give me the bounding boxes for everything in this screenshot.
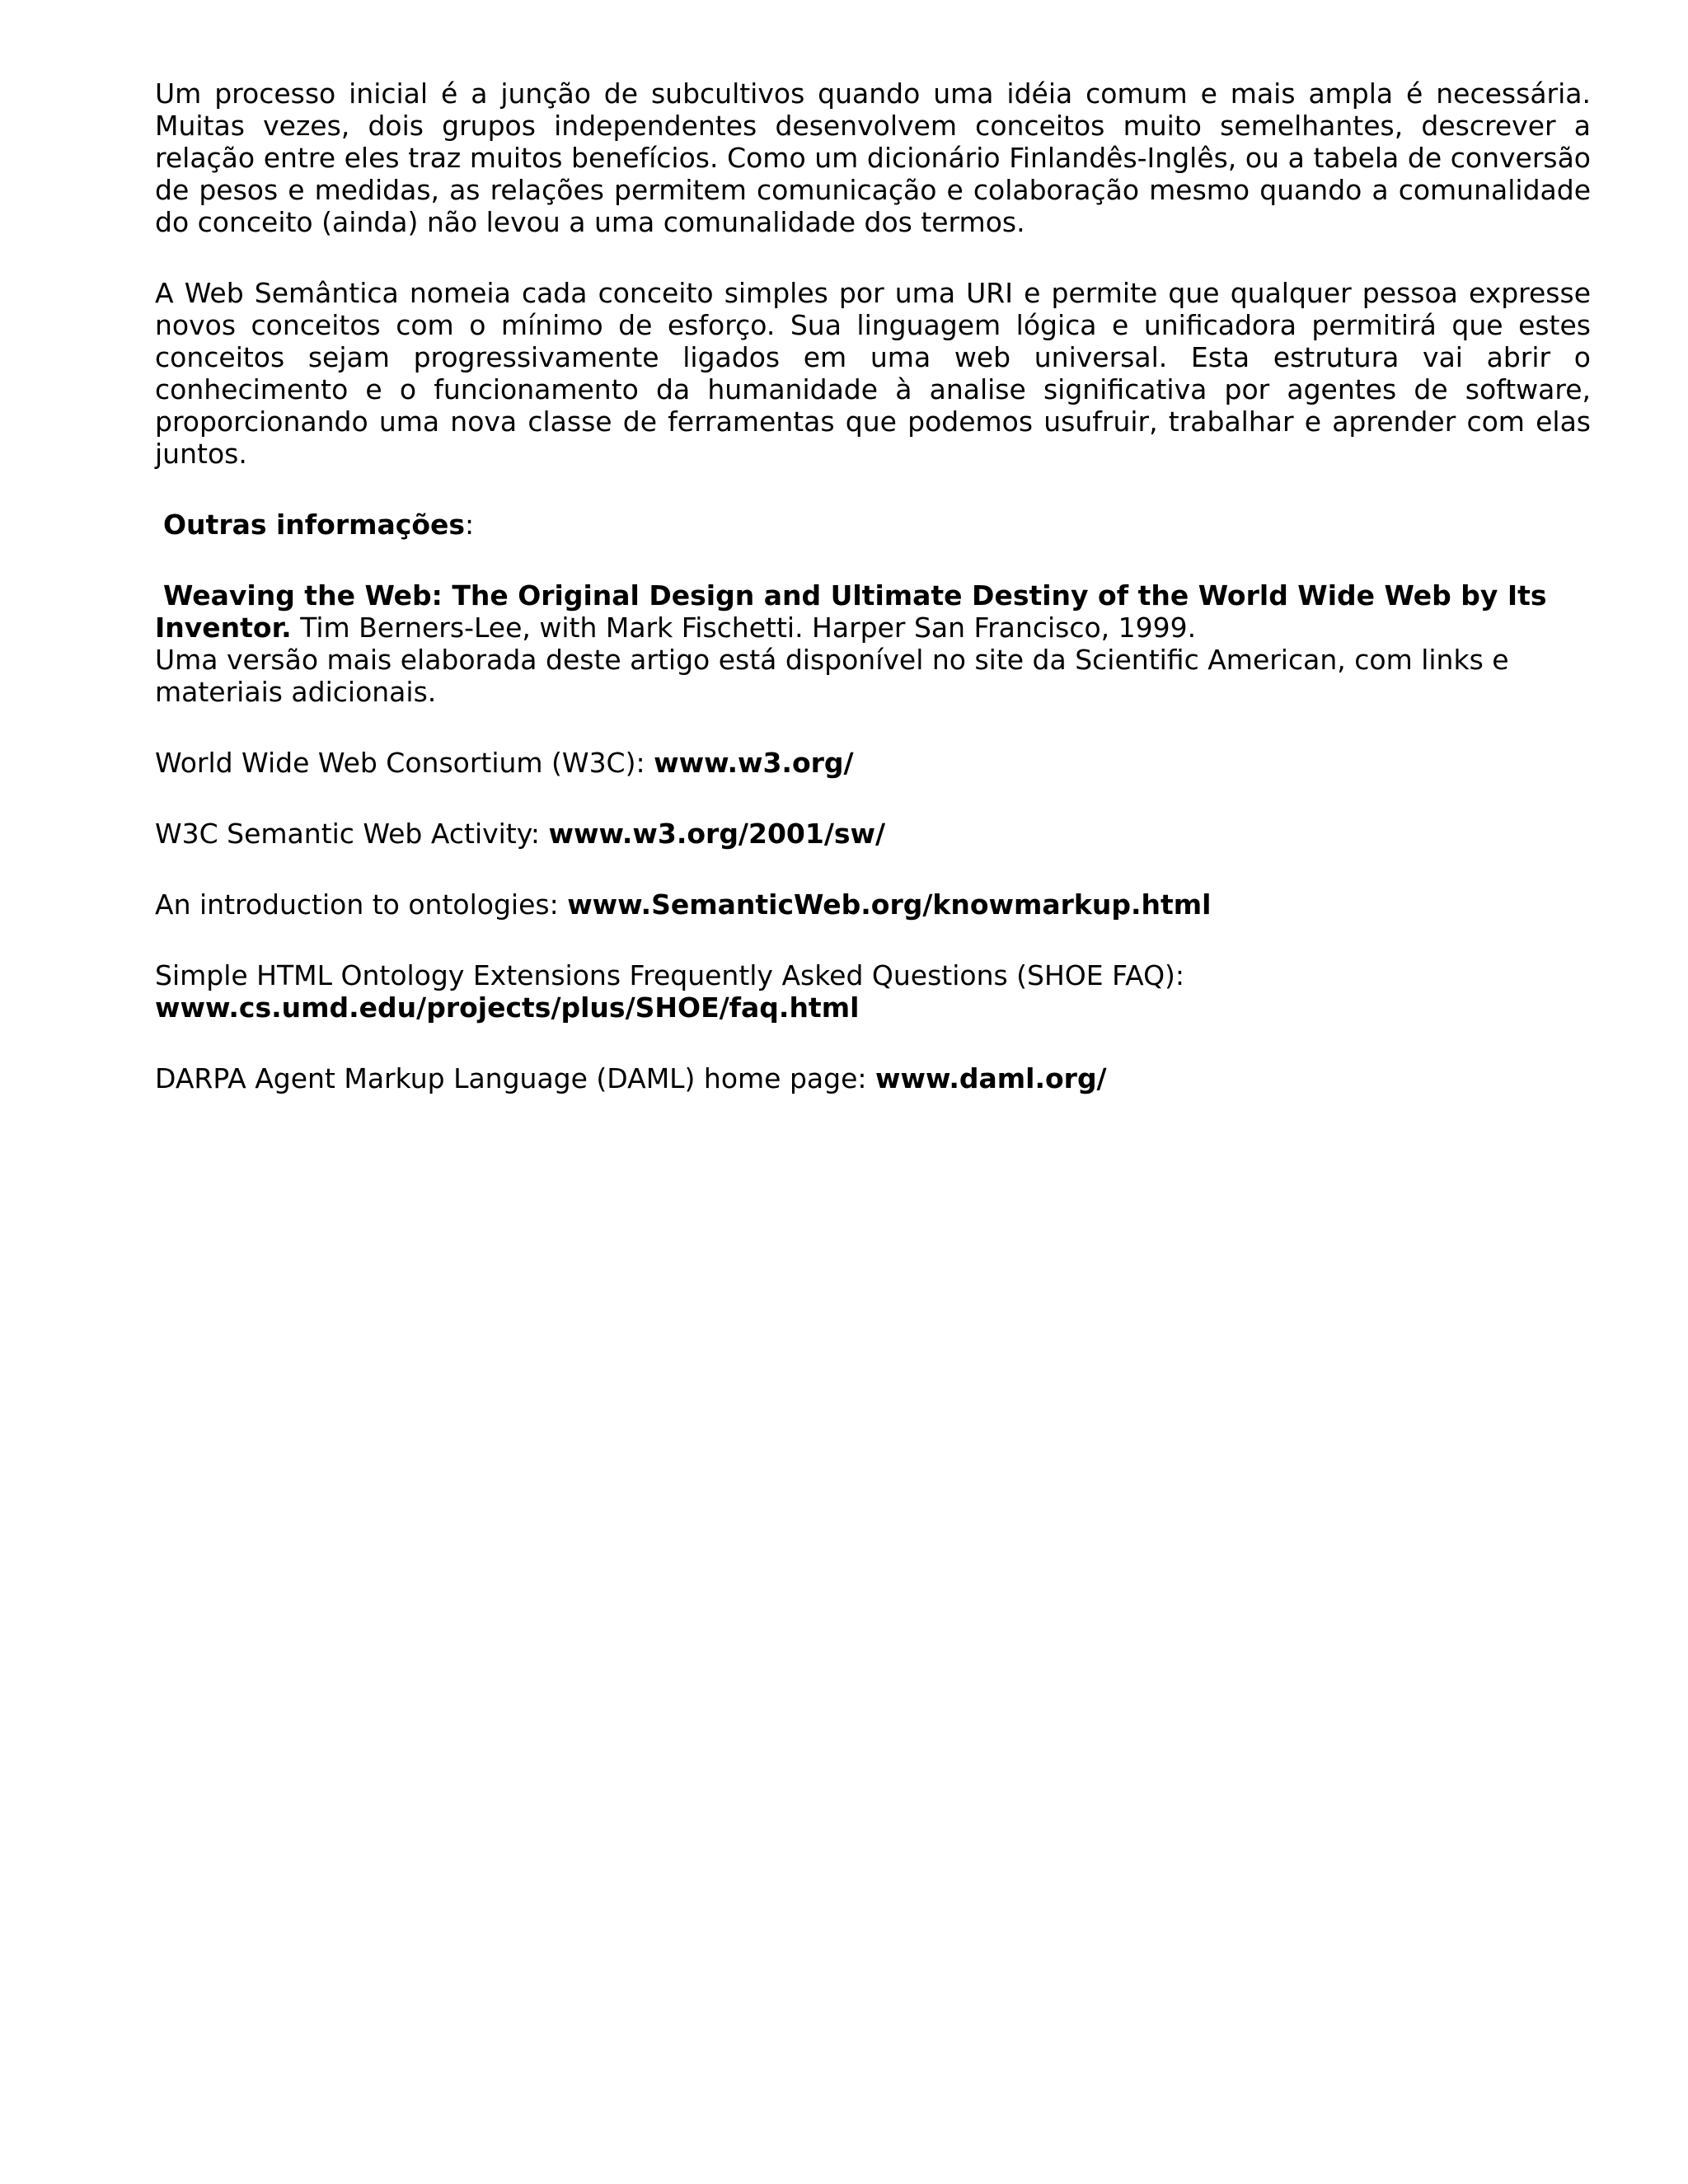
reference-label: World Wide Web Consortium (W3C): [155,747,654,779]
book-title: Weaving the Web: The Original Design and Ultimate Destiny of the World Wide Web by Its Inventor. [155,579,1547,644]
reference-w3c-semantic-web [155,818,1591,850]
book-note: Uma versão mais elaborada deste artigo está disponível no site da Scientific American, com links e materiais adicionais. [155,644,1509,708]
reference-url-link[interactable]: www.SemanticWeb.org/knowmarkup.html [567,888,1212,921]
more-info-heading [155,509,1591,541]
reference-url-link[interactable]: www.w3.org/2001/sw/ [548,818,886,850]
reference-daml [155,1062,1591,1094]
reference-shoe-faq [155,959,1591,1024]
book-reference [155,579,1591,708]
more-info-heading-text: Outras informações [163,509,466,541]
reference-label: Simple HTML Ontology Extensions Frequently Asked Questions (SHOE FAQ): [155,959,1185,991]
reference-label: An introduction to ontologies: [155,888,568,921]
paragraph-semantic-web: A Web Semântica nomeia cada conceito simples por uma URI e permite que qualquer pessoa expresse novos conceitos com o mínimo de esforço. Sua linguagem lógica e unificadora permitirá que estes conceitos sejam progressivamente ligados em uma web universal. Esta estrutura vai abrir o conhecimento e o funcionamento da humanidade à analise significativa por agentes de software, proporcionando uma nova classe de ferramentas que podemos usufruir, trabalhar e aprender com elas juntos. [155,277,1591,470]
reference-w3c [155,747,1591,779]
reference-url-link[interactable]: www.w3.org/ [654,747,854,779]
document-page [155,77,1591,1133]
reference-label: W3C Semantic Web Activity: [155,818,549,850]
more-info-heading-colon: : [465,509,475,541]
paragraph-subcultures: Um processo inicial é a junção de subcultivos quando uma idéia comum e mais ampla é necessária. Muitas vezes, dois grupos independentes desenvolvem conceitos muito semelhantes, descrever a relação entre eles traz muitos benefícios. Como um dicionário Finlandês-Inglês, ou a tabela de conversão de pesos e medidas, as relações permitem comunicação e colaboração mesmo quando a comunalidade do conceito (ainda) não levou a uma comunalidade dos termos. [155,77,1591,238]
book-citation: Tim Berners-Lee, with Mark Fischetti. Harper San Francisco, 1999. [291,612,1197,644]
reference-url-link[interactable]: www.daml.org/ [874,1062,1107,1094]
reference-url-link[interactable]: www.cs.umd.edu/projects/plus/SHOE/faq.html [155,991,860,1024]
reference-ontologies [155,888,1591,921]
reference-label: DARPA Agent Markup Language (DAML) home page: [155,1062,875,1094]
